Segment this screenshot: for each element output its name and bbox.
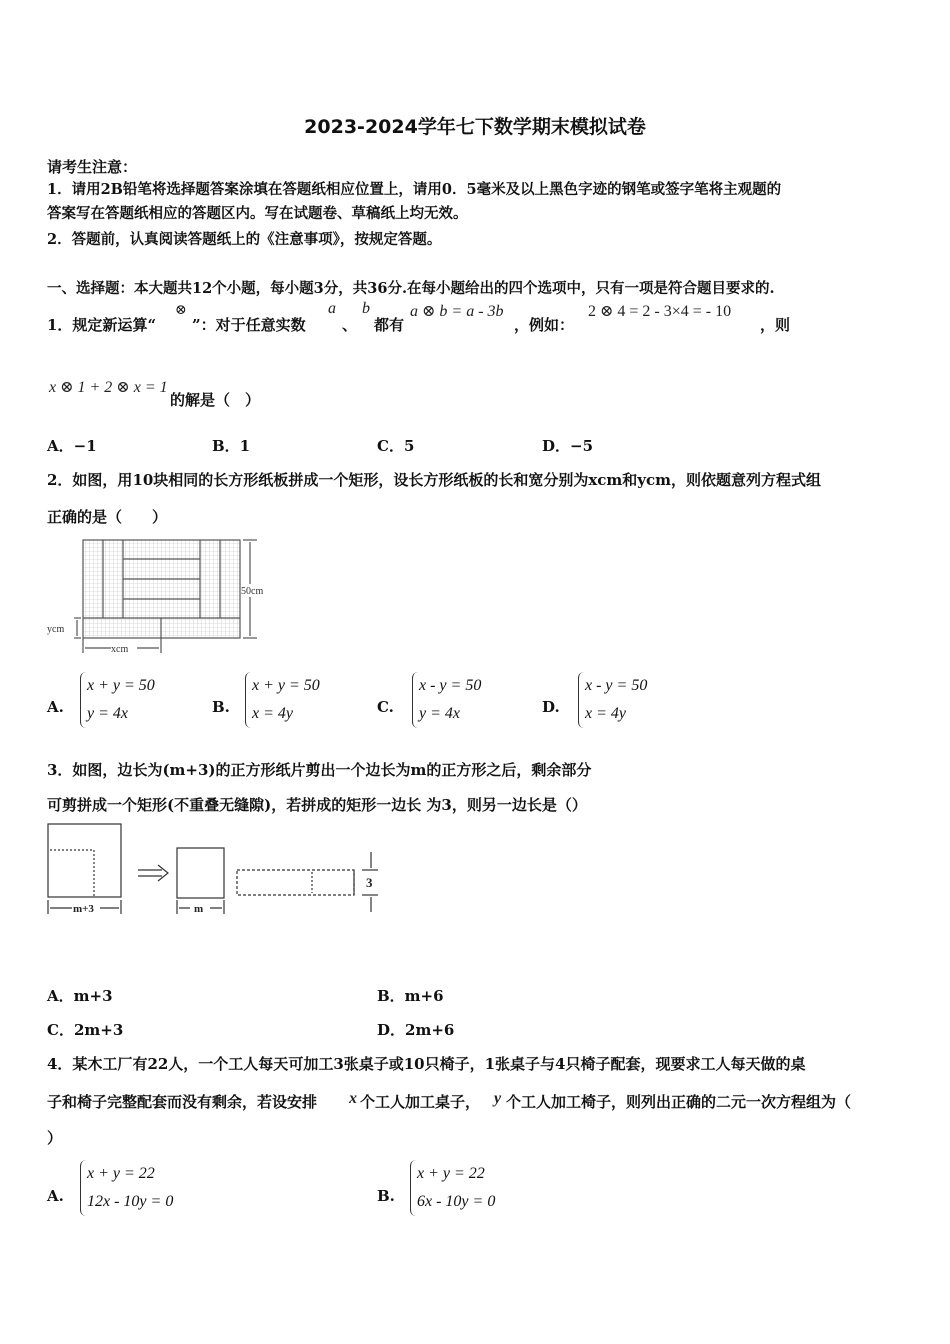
q1-option-c: C．5 [377, 437, 415, 455]
q4-text-1: 4．某木工厂有22人，一个工人每天可加工3张桌子或10只椅子，1张桌子与4只椅子配套，现要求工人每天做的桌 [47, 1055, 806, 1073]
q1-var-a: a [328, 300, 336, 317]
section-heading: 一、选择题：本大题共12个小题，每小题3分，共36分.在每小题给出的四个选项中，只有一项是符合题目要求的. [47, 280, 775, 297]
q3-text-2: 可剪拼成一个矩形(不重叠无缝隙)，若拼成的矩形一边长 为3，则另一边长是（） [47, 796, 587, 814]
q3-figure [42, 820, 392, 920]
q2-option-d-system: x - y = 50 x = 4y [578, 672, 647, 728]
q4-text-2a: 子和椅子完整配套而没有剩余，若设安排 [47, 1093, 318, 1111]
q2-option-b-letter: B. [212, 698, 230, 716]
q2-option-a-letter: A. [47, 698, 64, 716]
q2-figure [45, 535, 285, 660]
q3-label-m3: m+3 [73, 903, 94, 915]
q3-option-a: A．m+3 [47, 987, 113, 1005]
q2-text-1: 2．如图，用10块相同的长方形纸板拼成一个矩形，设长方形纸板的长和宽分别为xcm和ycm，则依题意列方程式组 [47, 471, 821, 489]
q3-option-c: C．2m+3 [47, 1021, 124, 1039]
q2-option-c-letter: C. [377, 698, 394, 716]
q1-option-a: A．−1 [47, 437, 97, 455]
q4-option-b-system: x + y = 22 6x - 10y = 0 [410, 1160, 495, 1216]
q2-option-c-system: x - y = 50 y = 4x [412, 672, 481, 728]
q4-var-x: x [349, 1090, 357, 1107]
q1-definition: a ⊗ b = a - 3b [410, 303, 504, 320]
q1-operator: ⊗ [175, 302, 187, 318]
q3-label-m: m [194, 903, 204, 915]
q3-option-b: B．m+6 [377, 987, 444, 1005]
q4-option-a-system: x + y = 22 12x - 10y = 0 [80, 1160, 173, 1216]
q2-option-a-system: x + y = 50 y = 4x [80, 672, 155, 728]
q1-text-4: ，例如： [514, 316, 575, 334]
q1-option-d: D．−5 [542, 437, 594, 455]
notice-line-1a: 1．请用2B铅笔将选择题答案涂填在答题纸相应位置上，请用0．5毫米及以上黑色字迹的钢笔或签字笔将主观题的 [47, 181, 782, 198]
q1-text-2: ”：对于任意实数 [192, 316, 306, 334]
q1-var-b: b [362, 300, 370, 317]
notice-heading: 请考生注意： [47, 158, 138, 176]
q2-option-b-system: x + y = 50 x = 4y [245, 672, 320, 728]
q2-height-label: 50cm [241, 586, 264, 597]
q1-text-3: 都有 [374, 316, 405, 334]
page-title: 2023-2024学年七下数学期末模拟试卷 [304, 116, 646, 138]
q1-equation: x ⊗ 1 + 2 ⊗ x = 1 [49, 379, 168, 396]
q4-option-a-letter: A. [47, 1187, 64, 1205]
q1-example: 2 ⊗ 4 = 2 - 3×4 = - 10 [588, 303, 732, 320]
notice-line-1b: 答案写在答题纸相应的答题区内。写在试题卷、草稿纸上均无效。 [47, 205, 468, 222]
q3-text-1: 3．如图，边长为(m+3)的正方形纸片剪出一个边长为m的正方形之后，剩余部分 [47, 761, 592, 779]
q4-text-2c: 个工人加工椅子，则列出正确的二元一次方程组为（ [506, 1093, 852, 1111]
q4-option-b-letter: B. [377, 1187, 395, 1205]
q1-text-1: 1．规定新运算“ [47, 316, 157, 334]
q2-x-label: xcm [111, 644, 129, 655]
q4-text-3: ） [47, 1129, 63, 1147]
q1-option-b: B．1 [212, 437, 251, 455]
q1-text-6: 的解是（ ） [170, 391, 261, 409]
q1-text-5: ，则 [760, 316, 791, 334]
q2-text-2: 正确的是（ ） [47, 508, 168, 526]
notice-line-2: 2．答题前，认真阅读答题纸上的《注意事项》，按规定答题。 [47, 231, 442, 248]
q1-sep: 、 [342, 316, 358, 334]
q3-option-d: D．2m+6 [377, 1021, 455, 1039]
q4-var-y: y [494, 1090, 502, 1107]
q4-text-2b: 个工人加工桌子， [360, 1093, 481, 1111]
q2-option-d-letter: D. [542, 698, 560, 716]
q2-y-label: ycm [47, 624, 65, 635]
q3-label-3: 3 [366, 875, 373, 890]
